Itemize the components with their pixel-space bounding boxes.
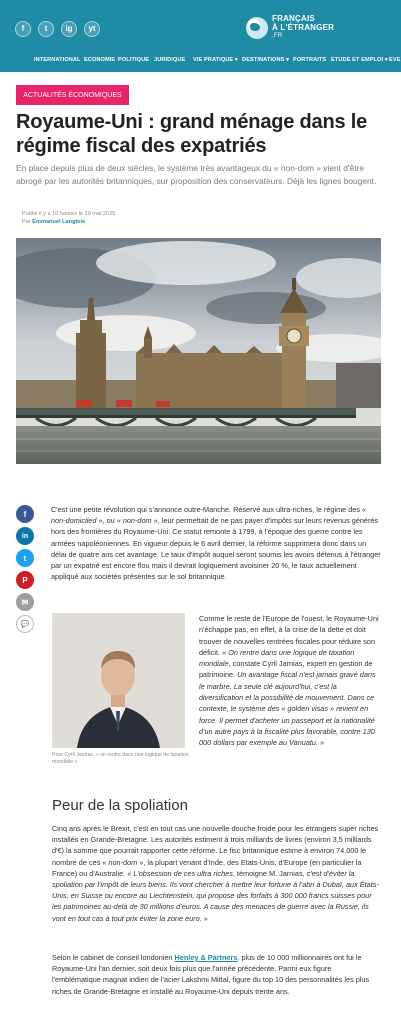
site-logo[interactable] <box>246 14 334 41</box>
nav-item-etude-emploi[interactable]: ETUDE ET EMPLOI ▾ <box>331 57 388 63</box>
nav-item-economie[interactable]: ECONOMIE <box>84 57 116 63</box>
article-paragraph-2: Comme le reste de l'Europe de l'ouest, le Royaume-Uni n'échappe pas, en effet, à la crise de la dette et doit trouver de nouvelles rentrées fiscales pour réduire son déficit. « On rentre dans une logique de taxation mondiale, constate Cyril Jarnias, expert en gestion de patrimoine. Un avantage fiscal n'est jamais gravé dans le marbre. La seule clé aujourd'hui, c'est la diversification et la possibilité de mouvement. Dans ce contexte, le système des « golden visas » revient en force. Il permet d'acheter un passeport et la nationalité d'un autre pays à la fiscalité plus favorable, contre 130 000 dollars par exemple au Vanuatu. » <box>199 614 379 748</box>
main-nav <box>0 57 401 69</box>
share-facebook-icon[interactable]: f <box>16 505 34 523</box>
publish-date: Publié il y a 10 heures le 19 mai 2025 <box>22 211 116 217</box>
youtube-icon[interactable]: yt <box>84 21 100 37</box>
henley-partners-link[interactable]: Henley & Partners <box>174 953 238 962</box>
share-linkedin-icon[interactable]: in <box>16 527 34 545</box>
nav-item-evenements[interactable]: EVE <box>389 57 401 63</box>
comment-icon[interactable]: 💬 <box>16 615 34 633</box>
instagram-icon[interactable]: ig <box>61 21 77 37</box>
share-email-icon[interactable]: ✉ <box>16 593 34 611</box>
portrait-photo-cyril-jarnias <box>52 613 185 748</box>
nav-item-destinations[interactable]: DESTINATIONS ▾ <box>242 57 289 63</box>
author-link[interactable]: Emmanuel Langlois <box>32 219 86 225</box>
site-header <box>0 0 401 72</box>
social-links <box>15 21 100 37</box>
nav-item-portraits[interactable]: PORTRAITS <box>293 57 327 63</box>
logo-text: FRANÇAIS À L'ÉTRANGER .FR <box>272 14 335 39</box>
twitter-icon[interactable]: t <box>38 21 54 37</box>
section-heading: Peur de la spoliation <box>52 797 188 814</box>
nav-item-juridique[interactable]: JURIDIQUE <box>154 57 186 63</box>
nav-item-politique[interactable]: POLITIQUE <box>118 57 150 63</box>
globe-icon <box>246 17 268 39</box>
photo-caption: Pour Cyril Jarnias, « on rentre dans une logique de taxation mondiale » <box>52 752 189 765</box>
article-paragraph-3: Cinq ans après le Brexit, c'est en tout cas une nouvelle douche froide pour les étrangers super riches installés en Grande-Bretagne. Les autorités estiment à trois milliards de livres (environ 3,5 milliards d'€) la somme que pourrait rapporter cette réforme. Le fisc britannique estime à environ 74.000 le nombre de ces « non-dom », la plupart venant d'Inde, des Etats-Unis, d'Europe (en particulier la France) ou d'Australie. « L'obsession de ces ultra riches, témoigne M. Jarnias, c'est d'éviter la spoliation par l'impôt de leurs biens. Ils vont chercher à mettre leur fortune à l'abri à Dubaï, aux États-Unis, en Suisse ou encore au Liechtenstein, qui propose des forfaits à 300 000 francs suisses pour les patrimoines au-delà de 30 millions d'euros. A cause des menaces de guerre avec la Russie, ils vont en tout cas à tout prix éviter la zone euro. » <box>52 824 379 923</box>
article-lede: En place depuis plus de deux siècles, le système très avantageux du « non-dom » vient d'être abrogé par les autorités britanniques, sur proposition des conservateurs. Déjà les lignes bougent. <box>16 163 377 186</box>
facebook-icon[interactable]: f <box>15 21 31 37</box>
article-paragraph-4: Selon le cabinet de conseil londonien Henley & Partners, plus de 10 000 millionnaires ont fui le Royaume-Uni l'an dernier, soit deux fois plus que l'année précédente. Parmi eux figure l'emblématique magnat indien de l'acier Lakshmi Mittal, figure du top 10 des personnalités les plus riches de Grande-Bretagne et installé au Royaume-Uni depuis trente ans. <box>52 953 370 996</box>
hero-image-westminster <box>16 238 381 464</box>
nav-item-vie-pratique[interactable]: VIE PRATIQUE ▾ <box>193 57 238 63</box>
article-paragraph-1: C'est une petite révolution qui s'annonce outre-Manche. Réservé aux ultra-riches, le régime des « non-domiciled », ou « non-dom », leur permettait de ne pas payer d'impôts sur leurs revenus générés hors des frontières du Royaume-Uni. Ce statut remonte à 1799, à l'époque des guerre contre les armées napoléoniennes. En vigueur depuis le 6 avril dernier, la réforme supprimera donc dans un délai de quatre ans cet avantage. Le taux d'impôt auquel seront soumis les avoirs détenus à l'étranger par un expatrié est encore flou mais il devrait logiquement avoisiner 20 %, le taux actuellement appliqué aux sociétés présentes sur le sol britannique. <box>51 505 381 582</box>
share-pinterest-icon[interactable]: P <box>16 571 34 589</box>
byline: Par Emmanuel Langlois <box>22 219 86 225</box>
nav-item-international[interactable]: INTERNATIONAL <box>34 57 81 63</box>
category-badge[interactable]: ACTUALITÉS ÉCONOMIQUES <box>16 85 129 105</box>
share-twitter-icon[interactable]: t <box>16 549 34 567</box>
article-title: Royaume-Uni : grand ménage dans le régime fiscal des expatriés <box>16 111 368 157</box>
